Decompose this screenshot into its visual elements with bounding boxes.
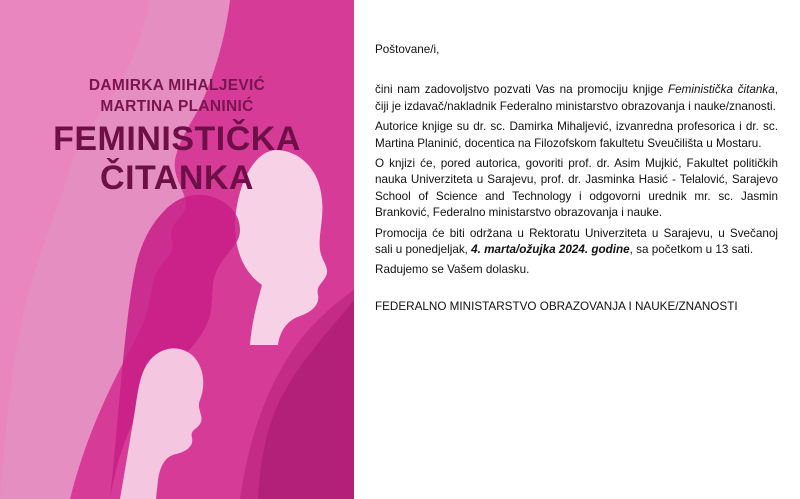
book-title-italic: Feministička čitanka <box>668 83 775 97</box>
cover-author-1: DAMIRKA MIHALJEVIĆ <box>88 77 266 94</box>
cover-title-line-1: FEMINISTIČKA <box>53 120 301 158</box>
letter-paragraph-2: Autorice knjige su dr. sc. Damirka Mihaljević, izvanredna profesorica i dr. sc. Martina Planinić, docentica na Filozofskom fakultetu Sveučilišta u Mostaru. <box>375 120 778 150</box>
letter-signature: FEDERALNO MINISTARSTVO OBRAZOVANJA I NAUKE/ZNANOSTI <box>375 299 738 313</box>
p1-text-b: , čiji je izdavač/nakladnik Federalno ministarstvo obrazovanja i nauke/znanosti. <box>375 83 778 113</box>
cover-title-line-2: ČITANKA <box>100 159 254 197</box>
letter-paragraph-1 <box>375 82 778 115</box>
letter-greeting: Poštovane/i, <box>375 43 440 56</box>
book-cover <box>0 0 354 499</box>
p4-text-b: , sa početkom u 13 sati. <box>629 243 754 257</box>
letter-paragraph-5: Radujemo se Vašem dolasku. <box>375 263 530 277</box>
event-date: 4. marta/ožujka 2024. godine <box>471 243 630 257</box>
p1-text-a: čini nam zadovoljstvo pozvati Vas na promociju knjige <box>375 83 669 97</box>
letter-paragraph-3: O knjizi će, pored autorica, govoriti prof. dr. Asim Mujkić, Fakultet političkih nauka Univerziteta u Sarajevu, prof. dr. Jasminka Hasić - Telalović, Sarajevo School of Science and Technology i odgovorni urednik mr. sc. Jasmin Branković, Federalno ministarstvo obrazovanja i nauke. <box>375 157 778 220</box>
cover-silhouettes-illustration <box>0 0 354 499</box>
invitation-letter <box>375 42 778 319</box>
p4-text-a: Promocija će biti održana u Rektoratu Univerziteta u Sarajevu, u Svečanoj sali u ponedjeljak, <box>375 226 778 257</box>
cover-author-2: MARTINA PLANINIĆ <box>100 98 254 115</box>
letter-paragraph-4 <box>375 226 778 259</box>
